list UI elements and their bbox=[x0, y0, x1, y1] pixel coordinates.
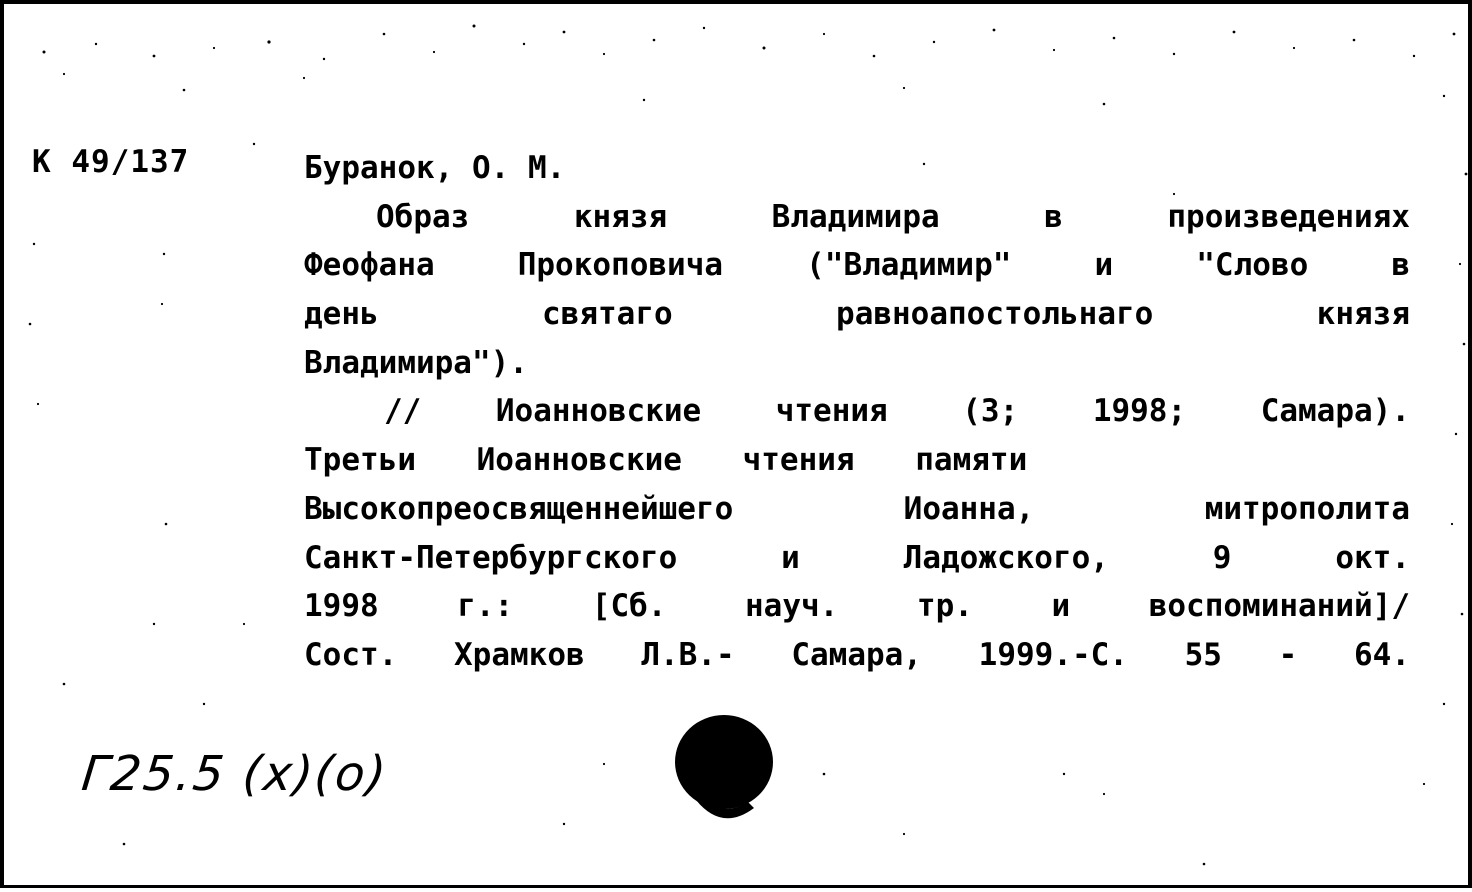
source-line-4: Санкт-Петербургского и Ладожского, 9 окт. bbox=[304, 539, 1410, 576]
source-line-5: 1998 г.: [Сб. науч. тр. и воспоминаний]/ bbox=[304, 588, 1410, 625]
title-line-3: день святаго равноапостольнаго князя bbox=[304, 296, 1410, 333]
punch-hole bbox=[674, 712, 778, 832]
source-line-1: // Иоанновские чтения (3; 1998; Самара). bbox=[384, 393, 1410, 430]
author-line: Буранок, О. М. bbox=[304, 150, 566, 186]
call-number: К 49/137 bbox=[32, 144, 190, 180]
bibliographic-record bbox=[304, 144, 1410, 680]
source-line-3: Высокопреосвященнейшего Иоанна, митрополита bbox=[304, 490, 1410, 527]
title-line-1: Образ князя Владимира в произведениях bbox=[376, 198, 1410, 235]
handwritten-classmark: Г25.5 (х)(о) bbox=[79, 746, 391, 802]
title-line-2: Феофана Прокоповича ("Владимир" и "Слово в bbox=[304, 247, 1410, 284]
source-line-6: Сост. Храмков Л.В.- Самара, 1999.-С. 55 - 64. bbox=[304, 636, 1410, 673]
source-line-2: Третьи Иоанновские чтения памяти bbox=[304, 442, 1028, 479]
title-line-4: Владимира"). bbox=[304, 344, 528, 381]
